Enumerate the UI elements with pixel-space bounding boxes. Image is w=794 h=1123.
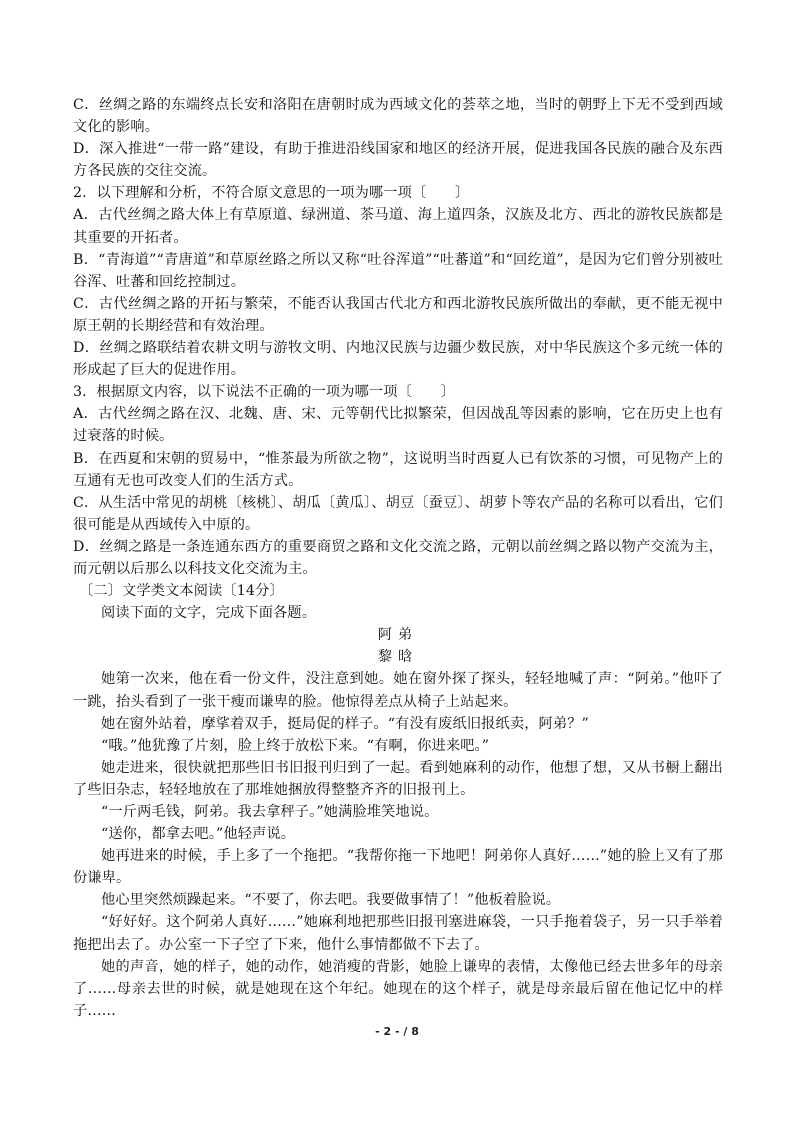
story-paragraph: 她第一次来，他在看一份文件，没注意到她。她在窗外探了探头，轻轻地喊了声：“阿弟。”他吓了一跳，抬头看到了一张干瘦而谦卑的脸。他惊得差点从椅子上站起来。 [73, 671, 723, 710]
reading-instruction: 阅读下面的文字，完成下面各题。 [101, 605, 317, 622]
story-paragraph: 她走进来，很快就把那些旧书旧报刊归到了一起。看到她麻利的动作，他想了想，又从书橱上翻出了些旧杂志，轻轻地放在了那堆她捆放得整整齐齐的旧报刊上。 [73, 759, 723, 798]
question-2-stem: 2．以下理解和分析，不符合原文意思的一项为哪一项〔 〕 [73, 185, 470, 202]
question-3-option-d: D．丝绸之路是一条连通东西方的重要商贸之路和文化交流之路，元朝以前丝绸之路以物产交流为主，而元朝以后那么以科技文化交流为主。 [73, 538, 723, 577]
question-2-option-a: A．古代丝绸之路大体上有草原道、绿洲道、茶马道、海上道四条，汉族及北方、西北的游牧民族都是其重要的开拓者。 [73, 207, 723, 246]
option-d-line: D．深入推进“一带一路”建设，有助于推进沿线国家和地区的经济开展，促进我国各民族的融合及东西方各民族的交往交流。 [73, 141, 723, 180]
story-paragraph: 她在窗外站着，摩挲着双手，挺局促的样子。“有没有废纸旧报纸卖，阿弟？” [101, 715, 589, 732]
question-3-option-a: A．古代丝绸之路在汉、北魏、唐、宋、元等朝代比拟繁荣，但因战乱等因素的影响，它在历史上也有过衰落的时候。 [73, 406, 723, 445]
story-paragraph: 他心里突然烦躁起来。“不要了，你去吧。我要做事情了！”他板着脸说。 [101, 892, 561, 909]
story-paragraph: 她的声音，她的样子，她的动作，她消瘦的背影，她脸上谦卑的表情，太像他已经去世多年的母亲了……母亲去世的时候，就是她现在这个年纪。她现在的这个样子，就是母亲最后留在他记忆中的样子…… [73, 958, 723, 1019]
option-c-line: C．丝绸之路的东端终点长安和洛阳在唐朝时成为西域文化的荟萃之地，当时的朝野上下无不受到西域文化的影响。 [73, 97, 723, 136]
question-3-stem: 3．根据原文内容，以下说法不正确的一项为哪一项〔 〕 [73, 384, 455, 401]
story-paragraph: “好好好。这个阿弟人真好……”她麻利地把那些旧报刊塞进麻袋，一只手拖着袋子，另一只手举着拖把出去了。办公室一下子空了下来，他什么事情都做不下去了。 [73, 914, 723, 953]
page-number: - 2 - / 8 [375, 1025, 419, 1038]
story-author: 黎晗 [377, 649, 419, 666]
story-paragraph: “送你，都拿去吧。”他轻声说。 [101, 826, 296, 843]
question-2-option-d: D．丝绸之路联结着农耕文明与游牧文明、内地汉民族与边疆少数民族，对中华民族这个多元统一体的形成起了巨大的促进作用。 [73, 340, 723, 379]
story-paragraph: 她再进来的时候，手上多了一个拖把。“我帮你拖一下地吧！阿弟你人真好……”她的脸上又有了那份谦卑。 [73, 848, 723, 887]
story-paragraph: “一斤两毛钱，阿弟。我去拿秤子。”她满脸堆笑地说。 [101, 804, 439, 820]
story-paragraph: “哦。”他犹豫了片刻，脸上终于放松下来。“有啊，你进来吧。” [101, 737, 490, 754]
question-2-option-b: B．“青海道”“青唐道”和草原丝路之所以又称“吐谷浑道”“吐蕃道”和“回纥道”，是因为它们曾分别被吐谷浑、吐蕃和回纥控制过。 [73, 251, 723, 290]
page-content [73, 94, 723, 1022]
question-3-option-b: B．在西夏和宋朝的贸易中，“惟茶最为所欲之物”，这说明当时西夏人已有饮茶的习惯，可见物产上的互通有无也可改变人们的生活方式。 [73, 450, 723, 489]
question-3-option-c: C．从生活中常见的胡桃〔核桃〕、胡瓜〔黄瓜〕、胡豆〔蚕豆〕、胡萝卜等农产品的名称可以看出，它们很可能是从西域传入中原的。 [73, 494, 723, 533]
question-2-option-c: C．古代丝绸之路的开拓与繁荣，不能否认我国古代北方和西北游牧民族所做出的奉献，更不能无视中原王朝的长期经营和有效治理。 [73, 295, 723, 334]
story-title: 阿弟 [377, 627, 419, 644]
section-heading: 〔二〕文学类文本阅读〔14分〕 [79, 583, 284, 600]
